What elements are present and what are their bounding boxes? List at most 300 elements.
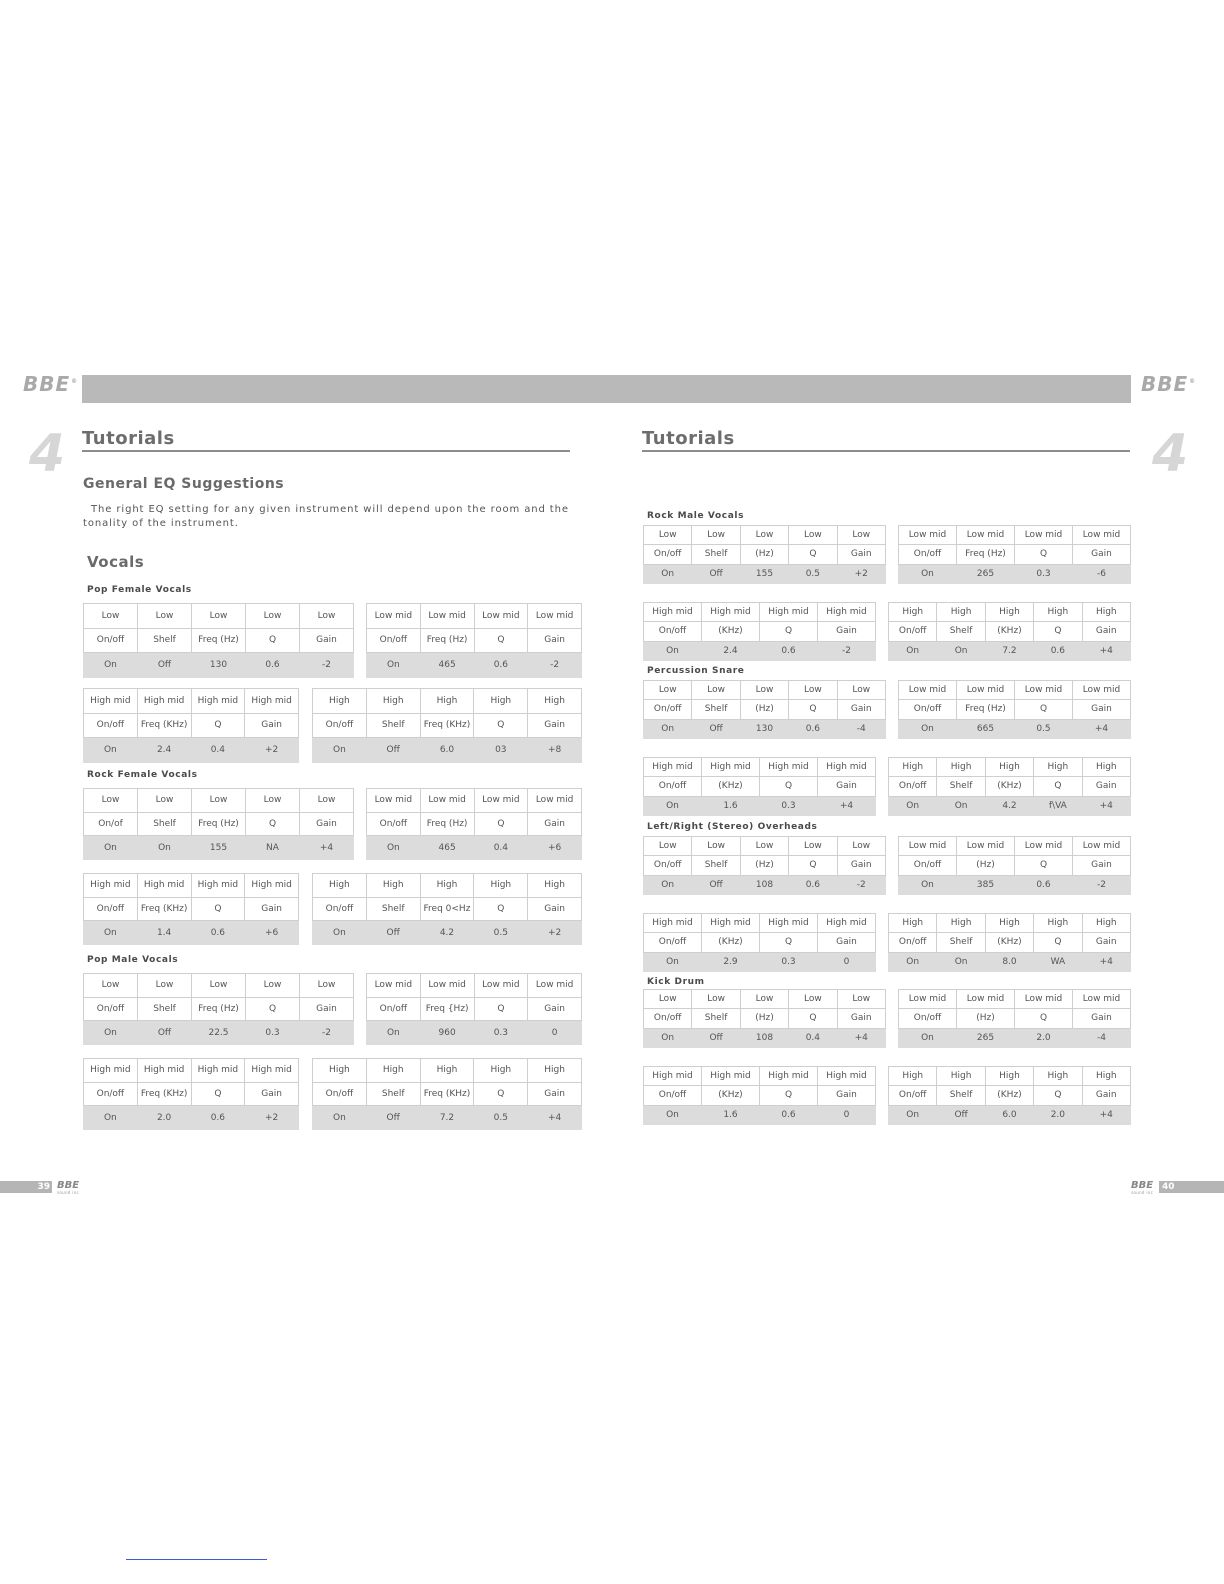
value-cell: +2 [245,738,299,763]
header-cell: High mid [644,758,702,777]
value-row [644,719,886,738]
header-row [367,997,582,1021]
value-cell: 0.6 [789,719,837,738]
subheader-cell: Q [789,856,837,875]
page-number-right: 40 [1159,1181,1224,1193]
value-cell: +4 [528,1106,582,1130]
header-cell: Low mid [899,681,957,700]
subheader-cell: Gain [300,997,354,1021]
header-cell: Low mid [1073,526,1131,545]
header-cell: High [528,689,582,714]
value-cell: 2.4 [137,738,191,763]
value-cell: On [313,1106,367,1130]
header-cell: High mid [702,758,760,777]
subheader-cell: Q [474,812,528,836]
subheader-cell: On/off [644,856,692,875]
header-cell: High mid [702,603,760,622]
subheader-cell: Freq (Hz) [420,812,474,836]
value-cell: On [313,921,367,945]
header-cell: High [474,689,528,714]
header-cell: Low mid [899,526,957,545]
value-row [899,719,1131,738]
eq-table-high [888,913,1131,972]
value-cell: 0.6 [1034,641,1082,660]
subheader-cell: Q [1015,856,1073,875]
value-row [644,641,876,660]
header-row [84,628,354,653]
header-cell: Low [837,990,885,1009]
group-title: Pop Male Vocals [87,955,179,965]
subheader-cell: Q [1034,933,1082,952]
value-cell: On [889,796,937,815]
header-row [313,874,582,898]
value-cell: -2 [528,653,582,678]
subheader-cell: On/off [889,777,937,796]
subheader-cell: On/off [644,933,702,952]
subheader-cell: Gain [528,997,582,1021]
header-cell: High mid [191,1059,245,1083]
value-cell: +4 [1082,796,1130,815]
value-cell: 4.2 [985,796,1033,815]
header-row [644,777,876,796]
header-cell: High [985,914,1033,933]
value-row [644,1028,886,1047]
value-cell: 8.0 [985,952,1033,971]
subheader-cell: Gain [245,713,299,738]
value-row [899,1028,1131,1047]
subheader-cell: (Hz) [957,856,1015,875]
value-row [644,796,876,815]
header-cell: Low mid [474,604,528,629]
eq-table-low [643,680,886,739]
header-row [367,604,582,629]
header-band [82,375,1131,403]
value-cell: 465 [420,836,474,860]
header-row [313,897,582,921]
vocals-heading: Vocals [87,553,145,571]
subheader-cell: Gain [837,700,885,719]
value-cell: Off [366,738,420,763]
subheader-cell: Q [1015,1009,1073,1028]
subheader-cell: Q [760,1086,818,1105]
header-cell: High mid [818,1067,876,1086]
subheader-cell: (KHz) [702,1086,760,1105]
header-cell: Low mid [420,974,474,998]
value-cell: f\VA [1034,796,1082,815]
value-row [889,952,1131,971]
value-cell: 0.4 [191,738,245,763]
value-row [313,921,582,945]
subheader-cell: (Hz) [740,545,788,564]
subheader-cell: Shelf [937,622,985,641]
value-cell: -4 [837,719,885,738]
header-cell: Low mid [420,789,474,813]
header-cell: Low [692,526,740,545]
value-cell: +6 [528,836,582,860]
value-cell: On [84,836,138,860]
header-row [899,681,1131,700]
header-cell: High mid [644,914,702,933]
value-cell: 108 [740,875,788,894]
value-cell: On [367,1021,421,1045]
header-row [84,897,299,921]
header-cell: High mid [84,874,138,898]
value-cell: 0.5 [1015,719,1073,738]
subheader-cell: On/off [889,1086,937,1105]
value-cell: On [138,836,192,860]
chapter-number-right: 4 [1152,424,1189,484]
subheader-cell: Q [760,933,818,952]
header-cell: High [1082,914,1130,933]
value-row [899,875,1131,894]
value-cell: 22.5 [192,1021,246,1045]
subheader-cell: Gain [818,933,876,952]
eq-table-low-mid [366,973,582,1045]
header-cell: High [474,874,528,898]
title-rule-right [642,450,1130,452]
value-cell: 0.6 [191,1106,245,1130]
eq-table-high [888,1066,1131,1125]
subheader-cell: Shelf [138,628,192,653]
header-cell: Low [644,526,692,545]
header-cell: Low [84,789,138,813]
subheader-cell: Q [246,628,300,653]
subheader-cell: Shelf [366,1082,420,1106]
header-row [899,700,1131,719]
header-cell: High mid [702,914,760,933]
header-row [889,1086,1131,1105]
value-cell: Off [692,719,740,738]
value-cell: 960 [420,1021,474,1045]
eq-table-low-mid [366,788,582,860]
header-cell: Low mid [957,837,1015,856]
value-cell: 385 [957,875,1015,894]
header-row [644,837,886,856]
subheader-cell: On/off [644,622,702,641]
subheader-cell: Gain [1073,1009,1131,1028]
subheader-cell: Shelf [692,545,740,564]
subheader-cell: Shelf [366,713,420,738]
header-cell: High [313,689,367,714]
value-cell: 0.6 [760,1105,818,1124]
value-cell: 0.6 [246,653,300,678]
header-cell: High mid [760,914,818,933]
value-row [84,738,299,763]
value-cell: Off [138,1021,192,1045]
header-row [644,1067,876,1086]
value-cell: 0 [818,1105,876,1124]
value-cell: 0.4 [474,836,528,860]
header-cell: High mid [818,603,876,622]
header-row [367,974,582,998]
header-row [313,713,582,738]
header-cell: High mid [137,874,191,898]
subheader-cell: Gain [1082,933,1130,952]
header-row [899,856,1131,875]
value-row [644,952,876,971]
value-cell: 0.5 [474,921,528,945]
value-cell: On [899,875,957,894]
eq-table-low [643,836,886,895]
header-cell: High mid [760,603,818,622]
subheader-cell: Q [760,622,818,641]
value-cell: 155 [740,564,788,583]
eq-table-low [643,525,886,584]
value-row [84,1106,299,1130]
header-cell: Low [192,789,246,813]
header-cell: Low [837,526,885,545]
value-cell: 0.4 [789,1028,837,1047]
subheader-cell: (KHz) [985,933,1033,952]
header-cell: Low [192,604,246,629]
subheader-cell: Gain [818,1086,876,1105]
value-row [889,1105,1131,1124]
value-cell: On [889,952,937,971]
header-row [644,914,876,933]
subheader-cell: Gain [1073,856,1131,875]
header-row [84,874,299,898]
subheader-cell: Gain [837,856,885,875]
header-row [899,545,1131,564]
value-cell: +4 [837,1028,885,1047]
subheader-cell: On/off [313,713,367,738]
header-row [899,1009,1131,1028]
value-cell: 1.4 [137,921,191,945]
eq-table-low-mid [366,603,582,678]
subheader-cell: (KHz) [702,622,760,641]
subheader-cell: On/off [313,897,367,921]
header-cell: High [528,1059,582,1083]
subheader-cell: Gain [245,897,299,921]
subheader-cell: Gain [818,622,876,641]
subheader-cell: Q [474,997,528,1021]
subheader-cell: On/off [84,628,138,653]
header-row [644,526,886,545]
value-cell: 4.2 [420,921,474,945]
value-cell: +2 [245,1106,299,1130]
header-cell: High mid [702,1067,760,1086]
eq-table-low [83,788,354,860]
value-cell: Off [937,1105,985,1124]
value-cell: On [84,738,138,763]
header-cell: High mid [760,1067,818,1086]
header-row [899,990,1131,1009]
value-row [367,1021,582,1045]
value-cell: On [644,1028,692,1047]
value-cell: 0.5 [474,1106,528,1130]
group-title: Kick Drum [647,977,705,987]
link-underline [126,1559,267,1560]
header-cell: Low [740,837,788,856]
subheader-cell: On/off [367,628,421,653]
value-cell: 0.6 [760,641,818,660]
header-cell: Low [789,681,837,700]
subheader-cell: (KHz) [702,933,760,952]
value-cell: On [937,952,985,971]
header-row [644,681,886,700]
value-cell: Off [366,921,420,945]
group-title: Left/Right (Stereo) Overheads [647,822,818,832]
value-cell: -6 [1073,564,1131,583]
header-cell: Low mid [1073,837,1131,856]
value-cell: 2.0 [137,1106,191,1130]
header-row [899,837,1131,856]
value-cell: -2 [1073,875,1131,894]
eq-table-high-mid [643,757,876,816]
value-cell: -4 [1073,1028,1131,1047]
value-row [367,836,582,860]
subheader-cell: Gain [1082,777,1130,796]
eq-table-high [312,873,582,945]
value-cell: On [937,796,985,815]
header-row [889,758,1131,777]
value-cell: 155 [192,836,246,860]
footer-logo-left: BBE sound inc [57,1180,80,1195]
value-cell: 03 [474,738,528,763]
header-row [644,1086,876,1105]
header-cell: High [889,1067,937,1086]
value-cell: +4 [818,796,876,815]
header-row [84,789,354,813]
header-cell: Low [789,526,837,545]
header-row [889,622,1131,641]
header-row [84,1059,299,1083]
header-cell: Low [740,681,788,700]
subheader-cell: (Hz) [957,1009,1015,1028]
subheader-cell: Q [191,713,245,738]
value-cell: 0 [528,1021,582,1045]
page-heading: General EQ Suggestions [83,476,285,492]
header-cell: Low mid [899,837,957,856]
group-title: Rock Female Vocals [87,770,198,780]
subheader-cell: Gain [245,1082,299,1106]
header-cell: Low [138,974,192,998]
header-cell: Low mid [957,526,1015,545]
subheader-cell: Q [246,997,300,1021]
header-cell: Low mid [1015,990,1073,1009]
header-cell: Low mid [474,974,528,998]
group-title: Rock Male Vocals [647,511,745,521]
value-cell: +4 [1073,719,1131,738]
header-cell: High [474,1059,528,1083]
eq-table-low [83,973,354,1045]
subheader-cell: Gain [528,1082,582,1106]
header-row [367,812,582,836]
value-cell: On [644,641,702,660]
value-cell: On [644,875,692,894]
header-cell: High mid [644,603,702,622]
value-cell: -2 [837,875,885,894]
subheader-cell: Gain [1082,622,1130,641]
header-cell: High mid [191,874,245,898]
header-cell: Low mid [474,789,528,813]
subheader-cell: On/off [889,622,937,641]
eq-table-high-mid [83,688,299,763]
value-row [84,921,299,945]
header-cell: Low [246,789,300,813]
header-cell: High mid [137,689,191,714]
eq-table-high [888,602,1131,661]
subheader-cell: On/off [644,1086,702,1105]
subheader-cell: Gain [300,812,354,836]
subheader-cell: Freq (KHz) [420,713,474,738]
subheader-cell: Q [1034,777,1082,796]
value-cell: +4 [300,836,354,860]
value-cell: Off [366,1106,420,1130]
eq-table-high-mid [643,1066,876,1125]
header-cell: Low mid [528,604,582,629]
subheader-cell: Shelf [692,700,740,719]
subheader-cell: On/off [367,812,421,836]
value-cell: On [367,836,421,860]
subheader-cell: (Hz) [740,1009,788,1028]
subheader-cell: On/off [84,1082,138,1106]
header-cell: Low [246,974,300,998]
header-cell: Low [300,604,354,629]
value-cell: On [899,564,957,583]
header-cell: High [420,689,474,714]
header-cell: Low mid [367,604,421,629]
value-row [313,738,582,763]
value-cell: +4 [1082,952,1130,971]
subheader-cell: Q [1015,545,1073,564]
value-cell: On [644,564,692,583]
header-cell: Low [300,974,354,998]
eq-table-high-mid [83,873,299,945]
value-cell: 2.0 [1015,1028,1073,1047]
value-cell: 2.0 [1034,1105,1082,1124]
header-cell: High [937,1067,985,1086]
value-row [889,796,1131,815]
header-cell: Low mid [1015,526,1073,545]
header-cell: High [313,1059,367,1083]
subheader-cell: Freq (Hz) [192,628,246,653]
header-cell: High mid [84,689,138,714]
subheader-cell: Shelf [138,997,192,1021]
value-cell: +2 [528,921,582,945]
value-cell: On [889,1105,937,1124]
value-cell: 0.3 [760,796,818,815]
header-row [644,622,876,641]
value-cell: 465 [420,653,474,678]
header-cell: Low [644,990,692,1009]
header-cell: High [420,874,474,898]
intro-paragraph: The right EQ setting for any given instrument will depend upon the room and the tonality of the instrument. [83,504,569,529]
header-row [313,1082,582,1106]
value-cell: 265 [957,564,1015,583]
header-cell: Low [644,837,692,856]
header-cell: Low mid [957,990,1015,1009]
subheader-cell: Gain [528,897,582,921]
value-cell: +8 [528,738,582,763]
brand-logo-left: BBE® [23,372,79,396]
section-title-right: Tutorials [642,428,735,449]
header-cell: High [420,1059,474,1083]
value-cell: 0.3 [246,1021,300,1045]
header-cell: Low [740,526,788,545]
subheader-cell: On/off [313,1082,367,1106]
header-cell: High mid [245,874,299,898]
value-cell: On [644,952,702,971]
header-cell: High [1082,758,1130,777]
subheader-cell: Q [474,897,528,921]
header-cell: Low [644,681,692,700]
header-row [644,758,876,777]
header-row [889,777,1131,796]
value-cell: 0.3 [474,1021,528,1045]
value-cell: 0.3 [1015,564,1073,583]
header-row [313,689,582,714]
